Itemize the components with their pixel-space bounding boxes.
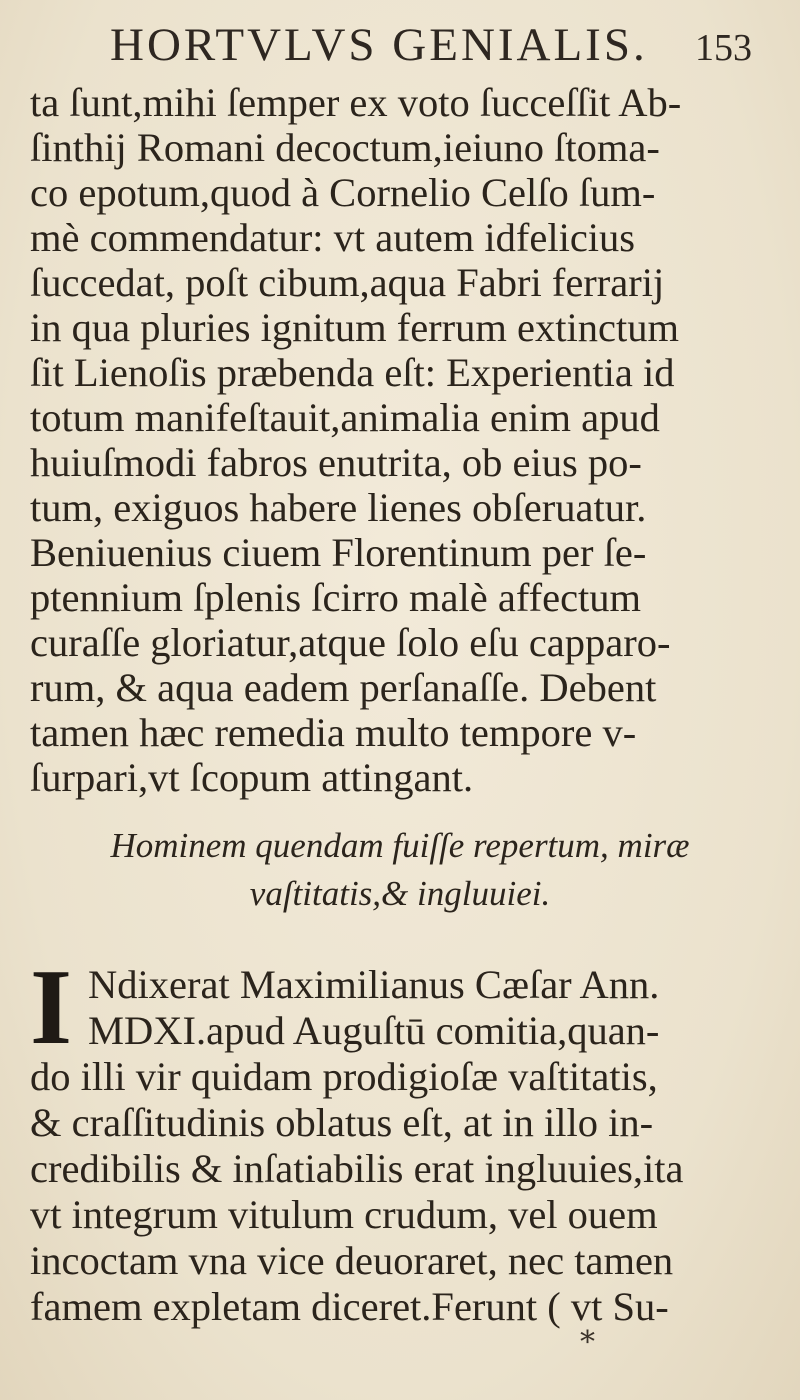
text-line: ſinthij Romani decoctum,ieiuno ſtoma-: [30, 125, 660, 170]
text-line: curaſſe gloriatur,atque ſolo eſu capparo-: [30, 620, 671, 665]
text-line: rum, & aqua eadem perſanaſſe. Debent: [30, 665, 657, 710]
text-line: tamen hæc remedia multo tempore v-: [30, 710, 637, 755]
page-header: [0, 18, 800, 78]
section-heading-line-1: Hominem quendam fuiſſe repertum, miræ: [110, 826, 690, 865]
paragraph-1: [30, 80, 730, 800]
text-line: Beniuenius ciuem Florentinum per ſe-: [30, 530, 647, 575]
text-line: ſurpari,vt ſcopum attingant.: [30, 755, 474, 800]
text-line: ptennium ſplenis ſcirro malè affectum: [30, 575, 642, 620]
section-heading-line-2: vaſtitatis,& ingluuiei.: [249, 874, 551, 913]
text-line: vt integrum vitulum crudum, vel ouem: [30, 1192, 658, 1237]
page-number: 153: [695, 27, 752, 69]
text-line: do illi vir quidam prodigioſæ vaſtitatis,: [30, 1054, 658, 1099]
running-title: HORTVLVS GENIALIS.: [110, 19, 648, 71]
text-line: & craſſitudinis oblatus eſt, at in illo in-: [30, 1100, 654, 1145]
text-line: tum, exiguos habere lienes obſeruatur.: [30, 485, 647, 530]
text-line: famem expletam diceret.Ferunt ( vt Su-: [30, 1284, 669, 1329]
text-line: MDXI.apud Auguſtū comitia,quan-: [88, 1008, 660, 1053]
text-line: huiuſmodi fabros enutrita, ob eius po-: [30, 440, 642, 485]
text-line: incoctam vna vice deuoraret, nec tamen: [30, 1238, 674, 1283]
text-line: Ndixerat Maximilianus Cæſar Ann.: [88, 962, 660, 1007]
text-line: ſit Lienoſis præbenda eſt: Experientia id: [30, 350, 675, 395]
text-line: credibilis & inſatiabilis erat ingluuies,ita: [30, 1146, 684, 1191]
text-line: in qua pluries ignitum ferrum extinctum: [30, 305, 679, 350]
signature-mark: *: [580, 1325, 595, 1360]
drop-cap-initial: I: [30, 948, 73, 1067]
text-line: totum manifeſtauit,animalia enim apud: [30, 395, 660, 440]
text-line: ſuccedat, poſt cibum,aqua Fabri ferrarij: [30, 260, 665, 305]
text-line: co epotum,quod à Cornelio Celſo ſum-: [30, 170, 656, 215]
text-line: ta ſunt,mihi ſemper ex voto ſucceſſit Ab-: [30, 80, 682, 125]
paragraph-2: [30, 948, 730, 1330]
text-line: mè commendatur: vt autem idfelicius: [30, 215, 636, 260]
